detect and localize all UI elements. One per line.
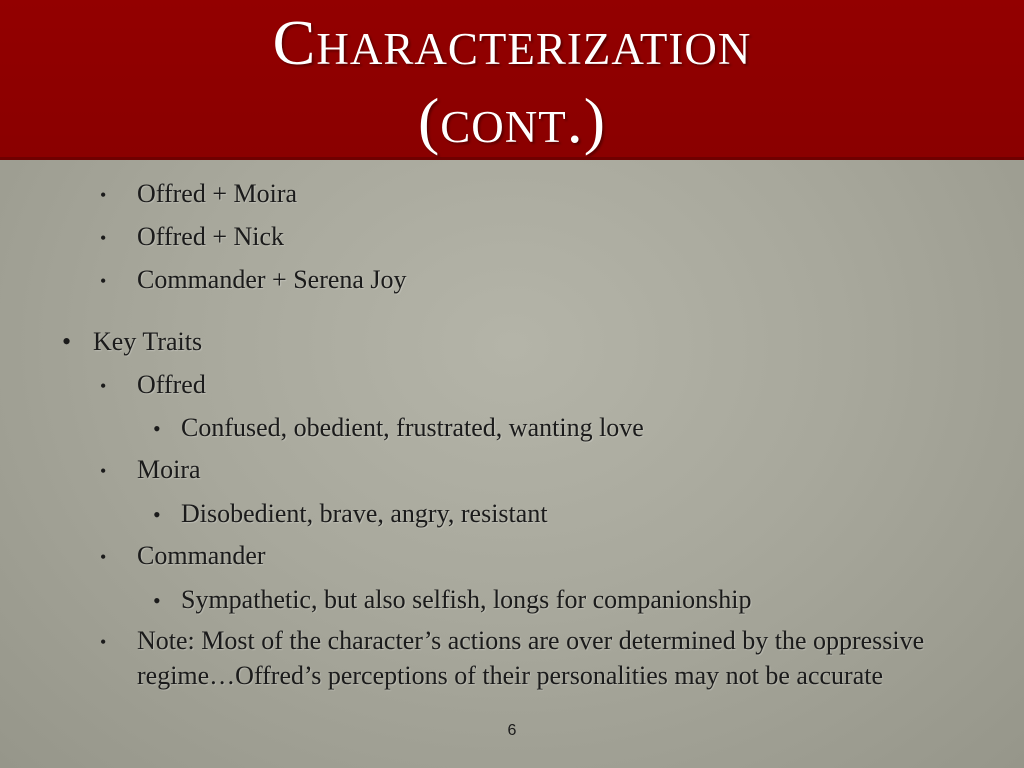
bullet-icon: • <box>100 461 107 481</box>
title-line-2: (cont.) <box>417 85 607 156</box>
title-band <box>0 0 1024 160</box>
bullet-item-pair-2: Offred + Nick <box>137 222 285 251</box>
bullet-item-note: Note: Most of the character’s actions are over determined by the oppressive regime…Offred’s perceptions of their personalities may not be accurate <box>137 626 925 690</box>
bullet-item-key-traits: Key Traits <box>93 327 203 356</box>
bullet-item-commander: Commander <box>137 541 266 570</box>
bullet-item-pair-3: Commander + Serena Joy <box>137 265 407 294</box>
bullet-icon: • <box>62 327 72 356</box>
bullet-icon: • <box>100 547 107 567</box>
bullet-icon: • <box>100 271 107 291</box>
bullet-item-pair-1: Offred + Moira <box>137 179 298 208</box>
bullet-icon: • <box>100 185 107 205</box>
bullet-icon: • <box>100 376 107 396</box>
bullet-item-commander-traits: Sympathetic, but also selfish, longs for companionship <box>181 585 752 614</box>
bullet-item-moira-traits: Disobedient, brave, angry, resistant <box>181 499 548 528</box>
slide-title <box>0 4 1024 160</box>
title-line-1: Characterization <box>272 7 752 78</box>
bullet-icon: • <box>100 632 107 652</box>
bullet-item-offred-traits: Confused, obedient, frustrated, wanting love <box>181 413 644 442</box>
bullet-icon: • <box>153 588 161 613</box>
bullet-icon: • <box>100 228 107 248</box>
bullet-item-moira: Moira <box>137 455 201 484</box>
page-number: 6 <box>507 722 517 739</box>
bullet-icon: • <box>153 502 161 527</box>
bullet-item-offred: Offred <box>137 370 206 399</box>
bullet-icon: • <box>153 416 161 441</box>
